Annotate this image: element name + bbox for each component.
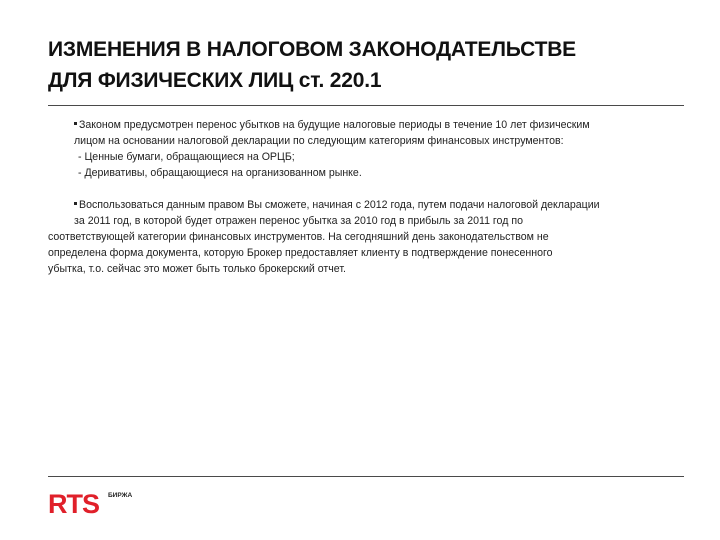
top-divider [48,105,684,106]
paragraph-2-line-1-text: Воспользоваться данным правом Вы сможете, начиная с 2012 года, путем подачи налоговой декларации [79,199,600,211]
paragraph-1-line-1-text: Законом предусмотрен перенос убытков на будущие налоговые периоды в течение 10 лет физическим [79,119,590,131]
paragraph-spacer [48,181,680,197]
list-item-derivatives: - Деривативы, обращающиеся на организованном рынке. [78,167,362,179]
paragraph-2-line-2: за 2011 год, в которой будет отражен перенос убытка за 2010 год в прибыль за 2011 год по [74,215,523,227]
rts-logo-subtitle: БИРЖА [108,492,133,499]
title-line-2: ДЛЯ ФИЗИЧЕСКИХ ЛИЦ ст. 220.1 [48,69,382,92]
bullet-icon [74,122,77,125]
paragraph-2-line-4: определена форма документа, которую Брокер предоставляет клиенту в подтверждение понесенного [48,247,553,259]
bottom-divider [48,476,684,477]
title-line-1: ИЗМЕНЕНИЯ В НАЛОГОВОМ ЗАКОНОДАТЕЛЬСТВЕ [48,38,576,61]
paragraph-1 [48,117,680,181]
paragraph-1-line-1 [74,117,680,133]
paragraph-2-line-5: убытка, т.о. сейчас это может быть только брокерский отчет. [48,263,346,275]
rts-logo-mark: RTS [48,489,99,519]
slide-body [48,117,680,277]
paragraph-2-line-3: соответствующей категории финансовых инструментов. На сегодняшний день законодательством не [48,231,549,243]
slide-title [48,34,688,96]
paragraph-1-line-2: лицом на основании налоговой декларации по следующим категориям финансовых инструментов: [74,135,564,147]
bullet-icon [74,202,77,205]
list-item-securities: - Ценные бумаги, обращающиеся на ОРЦБ; [78,151,295,163]
paragraph-2-line-1 [48,197,680,213]
rts-logo [48,490,168,518]
paragraph-2 [48,197,680,277]
